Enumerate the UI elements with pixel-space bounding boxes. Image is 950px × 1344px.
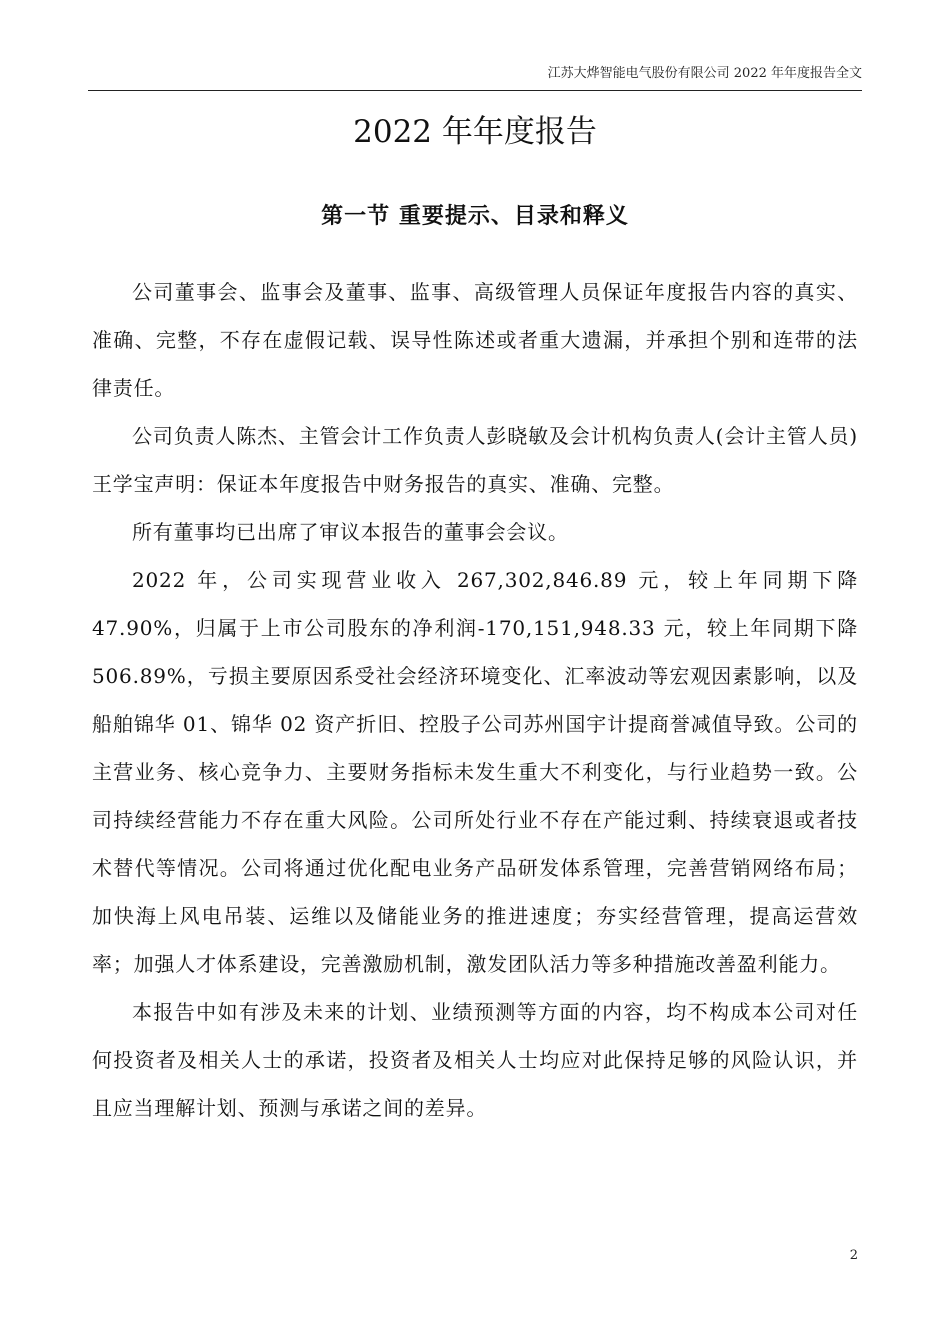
document-body xyxy=(92,268,858,1132)
paragraph-responsibility: 公司董事会、监事会及董事、监事、高级管理人员保证年度报告内容的真实、准确、完整，不存在虚假记载、误导性陈述或者重大遗漏，并承担个别和连带的法律责任。 xyxy=(92,280,858,400)
section-title: 第一节 重要提示、目录和释义 xyxy=(321,203,629,229)
document-title: 2022 年年度报告 xyxy=(353,114,597,150)
paragraph-performance: 2022 年，公司实现营业收入 267,302,846.89 元，较上年同期下降 47.90%，归属于上市公司股东的净利润-170,151,948.33 元，较上年同期下降 506.89%，亏损主要原因系受社会经济环境变化、汇率波动等宏观因素影响，以及船舶锦华 01、锦华 02 资产折旧、控股子公司苏州国宇计提商誉减值导致。公司的主营业务、核心竞争力、主要财务指标未发生重大不利变化，与行业趋势一致。公司持续经营能力不存在重大风险。公司所处行业不存在产能过剩、持续衰退或者技术替代等情况。公司将通过优化配电业务产品研发体系管理，完善营销网络布局；加快海上风电吊装、运维以及储能业务的推进速度；夯实经营管理，提高运营效率；加强人才体系建设，完善激励机制，激发团队活力等多种措施改善盈利能力。 xyxy=(92,568,858,976)
paragraph-declaration: 公司负责人陈杰、主管会计工作负责人彭晓敏及会计机构负责人(会计主管人员)王学宝声明：保证本年度报告中财务报告的真实、准确、完整。 xyxy=(92,424,858,496)
running-header xyxy=(88,60,862,91)
running-header-text: 江苏大烨智能电气股份有限公司 2022 年年度报告全文 xyxy=(547,66,862,81)
paragraph-forward-looking: 本报告中如有涉及未来的计划、业绩预测等方面的内容，均不构成本公司对任何投资者及相关人士的承诺，投资者及相关人士均应对此保持足够的风险认识，并且应当理解计划、预测与承诺之间的差异。 xyxy=(92,1000,858,1120)
page-number: 2 xyxy=(849,1248,858,1263)
paragraph-board-attendance: 所有董事均已出席了审议本报告的董事会会议。 xyxy=(132,520,569,544)
